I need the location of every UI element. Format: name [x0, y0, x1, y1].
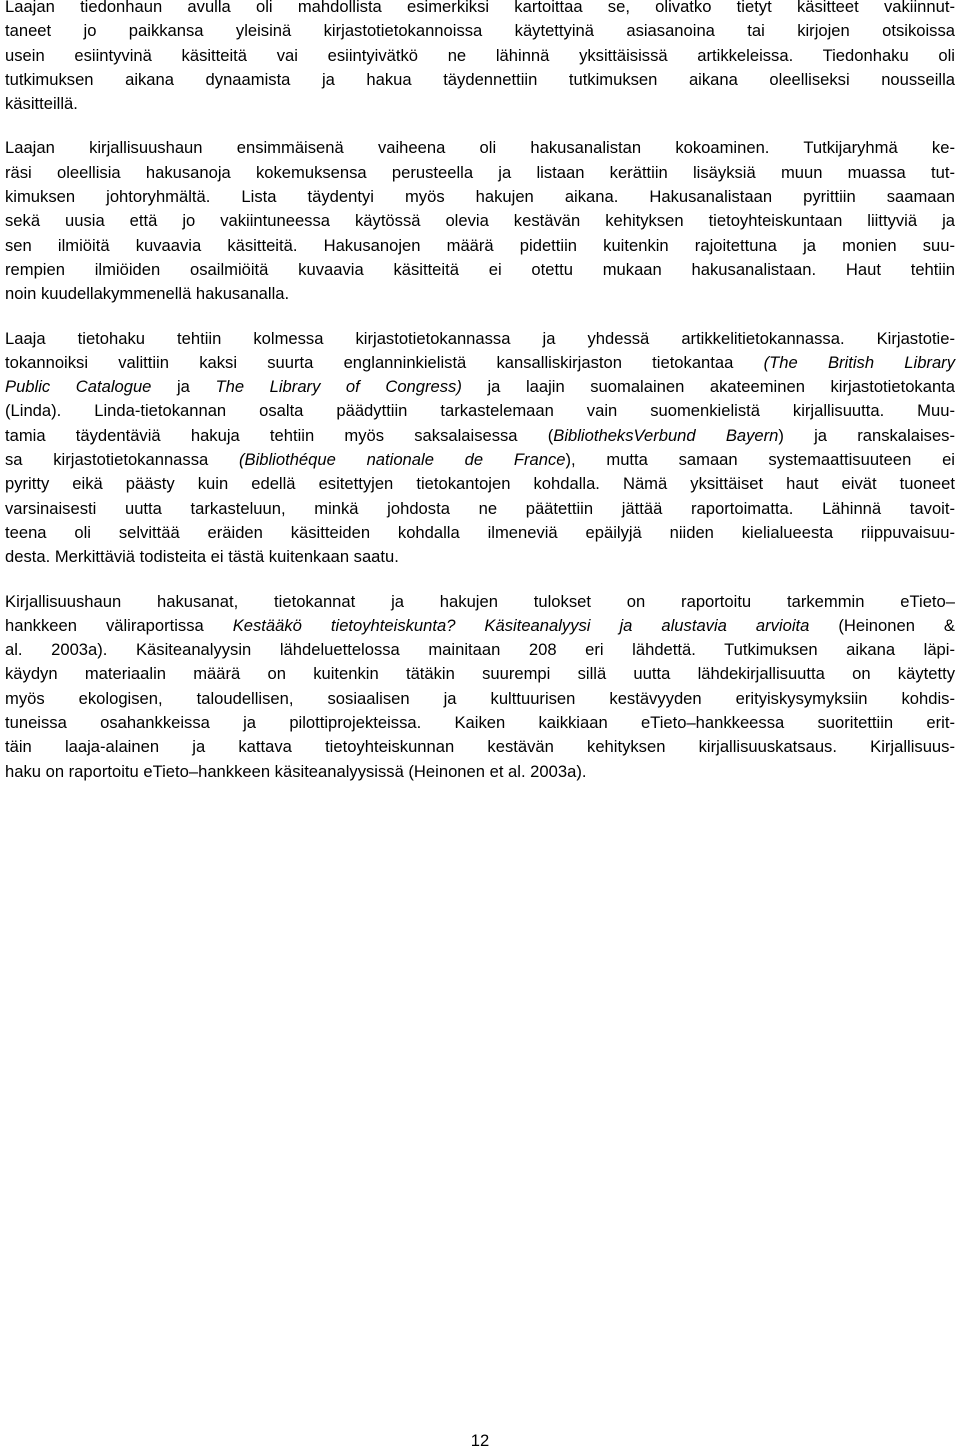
text-line: [5, 545, 955, 569]
text-line: [5, 234, 955, 258]
text-segment: (Heinonen &: [809, 615, 955, 635]
text-line: [5, 136, 955, 160]
text-line: [5, 161, 955, 185]
text-segment: al. 2003a). Käsiteanalyysin lähdeluettelossa mainitaan 208 eri lähdettä. Tutkimuksen aikana läpi-: [5, 640, 955, 660]
text-segment: Kirjallisuushaun hakusanat, tietokannat ja hakujen tulokset on raportoitu tarkemmin eTieto–: [5, 591, 955, 611]
text-line: [5, 258, 955, 282]
text-line: [5, 19, 955, 43]
italic-text: (Bibliothéque nationale de France: [238, 450, 566, 470]
text-line: [5, 0, 955, 19]
text-line: [5, 44, 955, 68]
text-line: [5, 399, 955, 423]
text-segment: rempien ilmiöiden osailmiöitä kuvaavia käsitteitä ei otettu mukaan hakusanalistaan. Haut tehtiin: [5, 259, 955, 279]
text-line: [5, 662, 955, 686]
text-segment: sen ilmiöitä kuvaavia käsitteitä. Hakusanojen määrä pidettiin kuitenkin rajoitettuna ja monien suu-: [5, 235, 955, 255]
text-line: [5, 590, 955, 614]
text-line: [5, 448, 955, 472]
text-segment: desta. Merkittäviä todisteita ei tästä kuitenkaan saatu.: [5, 547, 399, 567]
text-segment: (Linda). Linda-tietokannan osalta päädyttiin tarkastelemaan vain suomenkielistä kirjallisuutta. Muu-: [5, 401, 955, 421]
italic-text: Kestääkö tietoyhteiskunta? Käsiteanalyysi ja alustavia arvioita: [232, 615, 810, 635]
text-segment: teena oli selvittää eräiden käsitteiden kohdalla ilmeneviä epäilyjä niiden kielialueesta riippuvaisuu-: [5, 522, 955, 542]
italic-text: Public Catalogue: [5, 377, 152, 397]
text-line: [5, 351, 955, 375]
text-segment: ), mutta samaan systemaattisuuteen ei: [565, 450, 955, 470]
document-body: [5, 0, 955, 804]
text-line: [5, 497, 955, 521]
text-segment: myös ekologisen, taloudellisen, sosiaalisen ja kulttuurisen kestävyyden erityiskysymyksiin kohdis-: [5, 688, 955, 708]
text-line: [5, 185, 955, 209]
text-line: [5, 424, 955, 448]
text-line: [5, 711, 955, 735]
text-segment: tamia täydentäviä hakuja tehtiin myös saksalaisessa (: [5, 425, 554, 445]
italic-text: BibliotheksVerbund Bayern: [553, 425, 779, 445]
italic-text: (The British Library: [763, 352, 955, 372]
text-segment: noin kuudellakymmenellä hakusanalla.: [5, 284, 290, 304]
text-line: [5, 735, 955, 759]
text-segment: ja: [151, 377, 216, 397]
text-segment: sekä uusia että jo vakiintuneessa käytössä olevia kestävän kehityksen tietoyhteiskuntaan liittyviä ja: [5, 211, 955, 231]
text-line: [5, 68, 955, 92]
text-line: [5, 375, 955, 399]
text-line: [5, 282, 955, 306]
paragraph: [5, 590, 955, 784]
text-segment: usein esiintyvinä käsitteitä vai esiintyivätkö ne lähinnä yksittäisissä artikkeleissa. Tiedonhaku oli: [5, 45, 955, 65]
text-segment: kimuksen johtoryhmältä. Lista täydentyi myös hakujen aikana. Hakusanalistaan pyrittiin saamaan: [5, 187, 955, 207]
text-line: [5, 760, 955, 784]
text-segment: räsi oleellisia hakusanoja kokemuksensa perusteella ja listaan kerättiin lisäyksiä muun muassa tut-: [5, 162, 955, 182]
text-line: [5, 638, 955, 662]
text-segment: käydyn materiaalin määrä on kuitenkin tätäkin suurempi sillä uutta lähdekirjallisuutta on käytetty: [5, 664, 955, 684]
text-segment: tutkimuksen aikana dynaamista ja hakua täydennettiin tutkimuksen aikana oleelliseksi nousseilla: [5, 69, 955, 89]
text-line: [5, 209, 955, 233]
text-segment: Laaja tietohaku tehtiin kolmessa kirjastotietokannassa ja yhdessä artikkelitietokannassa. Kirjastotie-: [5, 328, 955, 348]
text-segment: taneet jo paikkansa yleisinä kirjastotietokannoissa käytettyinä asiasanoina tai kirjojen otsikoissa: [5, 21, 955, 41]
text-segment: täin laaja-alainen ja kattava tietoyhteiskunnan kestävän kehityksen kirjallisuuskatsaus. Kirjallisuus-: [5, 737, 955, 757]
paragraph: [5, 136, 955, 306]
page-number: 12: [470, 1431, 490, 1450]
text-segment: varsinaisesti uutta tarkasteluun, minkä johdosta ne päätettiin jättää raportoimatta. Lähinnä tavoit-: [5, 498, 955, 518]
text-line: [5, 521, 955, 545]
text-segment: haku on raportoitu eTieto–hankkeen käsiteanalyysissä (Heinonen et al. 2003a).: [5, 761, 587, 781]
italic-text: The Library of Congress): [215, 377, 462, 397]
text-segment: Laajan tiedonhaun avulla oli mahdollista esimerkiksi kartoittaa se, olivatko tietyt käsitteet vakiinnut-: [5, 0, 955, 16]
text-line: [5, 472, 955, 496]
text-segment: tokannoiksi valittiin kaksi suurta englanninkielistä kansalliskirjaston tietokantaa: [5, 352, 764, 372]
paragraph: [5, 0, 955, 116]
text-line: [5, 614, 955, 638]
text-segment: Laajan kirjallisuushaun ensimmäisenä vaiheena oli hakusanalistan kokoaminen. Tutkijaryhmä ke-: [5, 138, 955, 158]
text-segment: pyritty eikä päästy kuin edellä esitettyjen tietokantojen kohdalla. Nämä yksittäiset haut eivät tuoneet: [5, 474, 955, 494]
text-segment: ) ja ranskalaises-: [778, 425, 955, 445]
text-line: [5, 687, 955, 711]
text-segment: käsitteillä.: [5, 94, 78, 114]
text-line: [5, 92, 955, 116]
text-segment: hankkeen väliraportissa: [5, 615, 233, 635]
text-segment: sa kirjastotietokannassa: [5, 450, 239, 470]
text-line: [5, 327, 955, 351]
text-segment: ja laajin suomalainen akateeminen kirjastotietokanta: [461, 377, 956, 397]
paragraph: [5, 327, 955, 570]
text-segment: tuneissa osahankkeissa ja pilottiprojekteissa. Kaiken kaikkiaan eTieto–hankkeessa suoritettiin erit-: [5, 713, 955, 733]
